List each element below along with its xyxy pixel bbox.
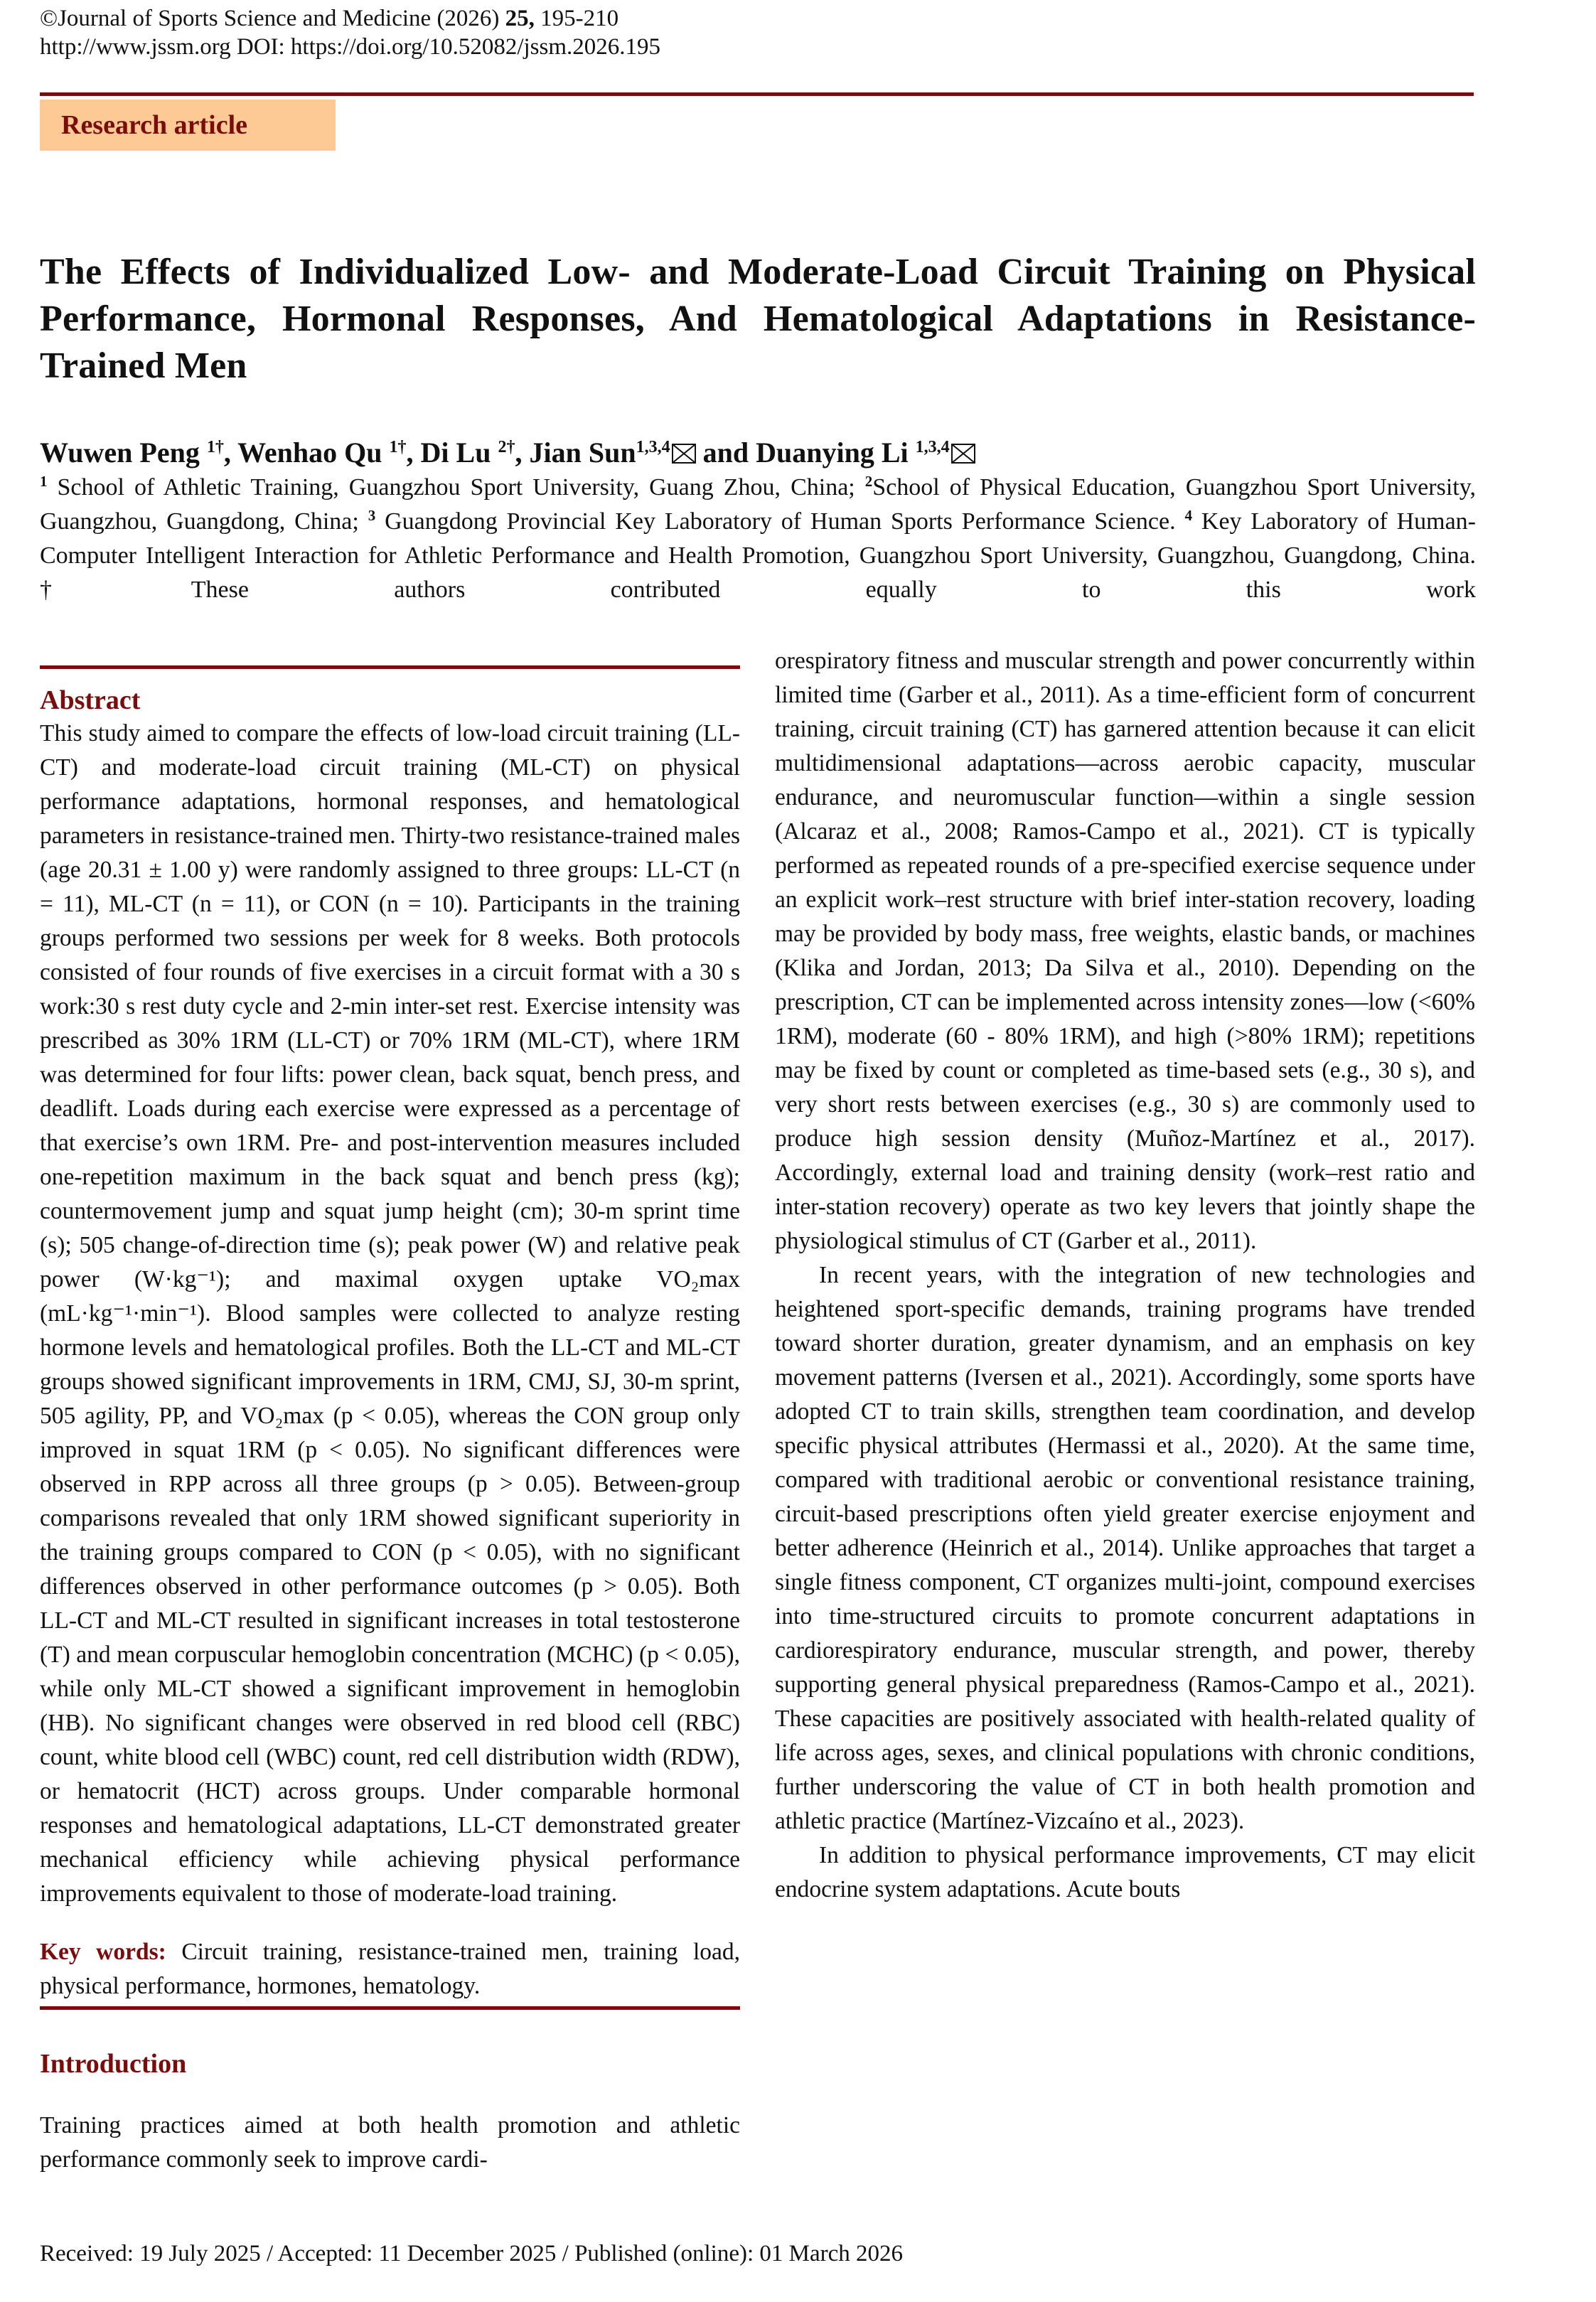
article-title: The Effects of Individualized Low- and Moderate-Load Circuit Training on Physical Performance, Hormonal Responses, And Hematological Adaptations in Resistance-Trained Men: [40, 252, 1476, 386]
introduction-left-text: [40, 2109, 740, 2177]
envelope-icon[interactable]: [672, 444, 696, 464]
affiliation-text: School of Athletic Training, Guangzhou Sport University, Guang Zhou, China;: [47, 474, 865, 500]
abstract-heading: Abstract: [40, 685, 141, 715]
author-name: Wuwen Peng: [40, 437, 207, 469]
journal-url-doi[interactable]: http://www.jssm.org DOI: https://doi.org/10.52082/jssm.2026.195: [40, 34, 661, 60]
author-affiliation-sup: 1†: [206, 438, 224, 456]
publication-dates: Received: 19 July 2025 / Accepted: 11 December 2025 / Published (online): 01 March 2026: [40, 2241, 904, 2266]
abstract-text: [40, 717, 740, 1911]
author-affiliation-sup: 1,3,4: [915, 438, 950, 456]
envelope-icon[interactable]: [951, 444, 975, 464]
author-name: Wenhao Qu: [237, 437, 390, 469]
affiliation-sup: 1: [40, 473, 48, 490]
author-name: Jian Sun: [529, 437, 636, 469]
article-type-badge: Research article: [40, 100, 336, 151]
introduction-paragraph: In addition to physical performance improvements, CT may elicit endocrine system adaptations. Acute bouts: [775, 1842, 1475, 1902]
page-range: 195-210: [534, 6, 619, 31]
affiliation-text: Guangdong Provincial Key Laboratory of Human Sports Performance Science.: [375, 508, 1185, 535]
introduction-paragraph: orespiratory fitness and muscular strength and power concurrently within limited time (Garber et al., 2011). As a time-efficient form of concurrent training, circuit training (CT) has garnered attention because it can elicit multidimensional adaptations—across aerobic capacity, muscular endurance, and neuromuscular function—within a single session (Alcaraz et al., 2008; Ramos-Campo et al., 2021). CT is typically performed as repeated rounds of a pre-specified exercise sequence under an explicit work–rest structure with brief inter-station recovery, loading may be provided by body mass, free weights, elastic bands, or machines (Klika and Jordan, 2013; Da Silva et al., 2010). Depending on the prescription, CT can be implemented across intensity zones—low (<60% 1RM), moderate (60 - 80% 1RM), and high (>80% 1RM); repetitions may be fixed by count or completed as time-based sets (e.g., 30 s), and very short rests between exercises (e.g., 30 s) are commonly used to produce high session density (Muñoz-Martínez et al., 2017). Accordingly, external load and training density (work–rest ratio and inter-station recovery) operate as two key levers that jointly shape the physiological stimulus of CT (Garber et al., 2011).: [775, 648, 1475, 1254]
keywords-label: Key words:: [40, 1939, 166, 1965]
author-separator: and: [695, 437, 756, 469]
affiliation-sup: 2: [864, 473, 873, 490]
author-affiliation-sup: 1†: [389, 438, 407, 456]
introduction-heading: Introduction: [40, 2049, 187, 2079]
author-affiliation-sup: 2†: [498, 438, 515, 456]
author-name: Di Lu: [420, 437, 498, 469]
author-affiliation-sup: 1,3,4: [636, 438, 670, 456]
header-divider: [40, 92, 1474, 96]
author-list: [40, 435, 975, 471]
introduction-paragraph: Training practices aimed at both health promotion and athletic performance commonly seek to improve cardi-: [40, 2112, 740, 2173]
author-separator: ,: [223, 437, 238, 469]
keywords-text: Circuit training, resistance-trained men, training load, physical performance, hormones, hematology.: [40, 1939, 741, 1999]
equal-contribution-note: †These authors contributed equally to this work: [40, 577, 1476, 603]
keywords: [40, 1935, 740, 2003]
affiliation-sup: 3: [368, 507, 376, 524]
author-separator: ,: [406, 437, 421, 469]
keywords-bottom-divider: [40, 2006, 740, 2010]
introduction-right-text: [775, 644, 1475, 1907]
affiliations: [40, 471, 1476, 607]
journal-name: ©Journal of Sports Science and Medicine (2026): [40, 6, 505, 31]
abstract-top-divider: [40, 665, 740, 669]
affiliation-sup: 4: [1184, 507, 1192, 524]
author-separator: ,: [515, 437, 530, 469]
author-name: Duanying Li: [756, 437, 916, 469]
affiliation-text: Key Laboratory of Human-Computer Intelligent Interaction for Athletic Performance and Health Promotion, Guangzhou Sport University, Guangzhou, Guangdong, China.: [40, 508, 1477, 569]
introduction-paragraph: In recent years, with the integration of new technologies and heightened sport-specific demands, training programs have trended toward shorter duration, greater dynamism, and an emphasis on key movement patterns (Iversen et al., 2021). Accordingly, some sports have adopted CT to train skills, strengthen team coordination, and develop specific physical attributes (Hermassi et al., 2020). At the same time, compared with traditional aerobic or conventional resistance training, circuit-based prescriptions often yield greater exercise enjoyment and better adherence (Heinrich et al., 2014). Unlike approaches that target a single fitness component, CT organizes multi-joint, compound exercises into time-structured circuits to promote concurrent adaptations in cardiorespiratory endurance, muscular strength, and power, thereby supporting general physical preparedness (Ramos-Campo et al., 2021). These capacities are positively associated with health-related quality of life across ages, sexes, and clinical populations with chronic conditions, further underscoring the value of CT in both health promotion and athletic practice (Martínez-Vizcaíno et al., 2023).: [775, 1262, 1475, 1834]
affiliation-text: School of Physical Education, Guangzhou Sport University, Guangzhou, Guangdong, China;: [40, 474, 1476, 535]
volume-number: 25,: [505, 6, 535, 31]
journal-citation: [40, 4, 618, 33]
abstract-paragraph: This study aimed to compare the effects of low-load circuit training (LL-CT) and moderate-load circuit training (ML-CT) on physical performance adaptations, hormonal responses, and hematological parameters in resistance-trained men. Thirty-two resistance-trained males (age 20.31 ± 1.00 y) were randomly assigned to three groups: LL-CT (n = 11), ML-CT (n = 11), or CON (n = 10). Participants in the training groups performed two sessions per week for 8 weeks. Both protocols consisted of four rounds of five exercises in a circuit format with a 30 s work:30 s rest duty cycle and 2-min inter-set rest. Exercise intensity was prescribed as 30% 1RM (LL-CT) or 70% 1RM (ML-CT), where 1RM was determined for four lifts: power clean, back squat, bench press, and deadlift. Loads during each exercise were expressed as a percentage of that exercise’s own 1RM. Pre- and post-intervention measures included one-repetition maximum in the back squat and bench press (kg); countermovement jump and squat jump height (cm); 30-m sprint time (s); 505 change-of-direction time (s); peak power (W) and relative peak power (W·kg⁻¹); and maximal oxygen uptake VO₂max (mL·kg⁻¹·min⁻¹). Blood samples were collected to analyze resting hormone levels and hematological profiles. Both the LL-CT and ML-CT groups showed significant improvements in 1RM, CMJ, SJ, 30-m sprint, 505 agility, PP, and VO₂max (p < 0.05), whereas the CON group only improved in squat 1RM (p < 0.05). No significant differences were observed in RPP across all three groups (p > 0.05). Between-group comparisons revealed that only 1RM showed significant superiority in the training groups compared to CON (p < 0.05), with no significant differences observed in other performance outcomes (p > 0.05). Both LL-CT and ML-CT resulted in significant increases in total testosterone (T) and mean corpuscular hemoglobin concentration (MCHC) (p < 0.05), while only ML-CT showed a significant improvement in hemoglobin (HB). No significant changes were observed in red blood cell (RBC) count, white blood cell (WBC) count, red cell distribution width (RDW), or hematocrit (HCT) across groups. Under comparable hormonal responses and hematological adaptations, LL-CT demonstrated greater mechanical efficiency while achieving physical performance improvements equivalent to those of moderate-load training.: [40, 720, 740, 1907]
